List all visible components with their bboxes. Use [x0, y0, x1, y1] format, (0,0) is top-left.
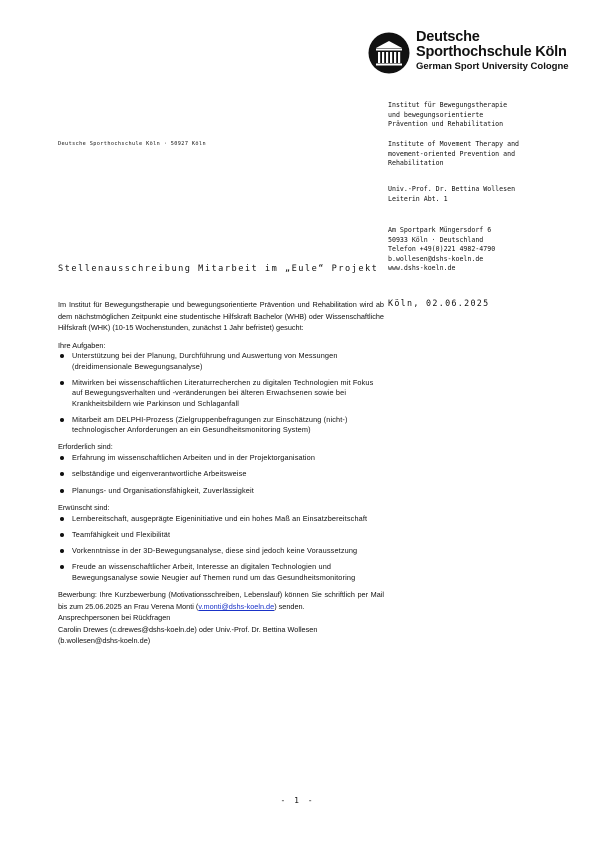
- university-emblem-icon: [368, 32, 410, 74]
- list-item: Freude an wissenschaftlicher Arbeit, Interesse an digitalen Technologien und Bewegungsanalyse sowie Neugier auf Themen rund um das Gesundheitsmonitoring: [58, 562, 384, 583]
- address-block: Am Sportpark Müngersdorf 6 50933 Köln · Deutschland Telefon +49(0)221 4982-4790 b.wollesen@dshs-koeln.de www.dshs-koeln.de: [388, 226, 588, 274]
- contacts-line-1: Carolin Drewes (c.drewes@dshs-koeln.de) oder Univ.-Prof. Dr. Bettina Wollesen: [58, 624, 318, 634]
- list-item: Teamfähigkeit und Flexibilität: [58, 530, 384, 540]
- address-email[interactable]: b.wollesen@dshs-koeln.de: [388, 254, 484, 263]
- list-item: Vorkenntnisse in der 3D-Bewegungsanalyse, diese sind jedoch keine Voraussetzung: [58, 546, 384, 556]
- list-item: selbständige und eigenverantwortliche Arbeitsweise: [58, 469, 384, 479]
- application-email-link[interactable]: v.monti@dshs-koeln.de: [198, 601, 275, 611]
- address-website[interactable]: www.dshs-koeln.de: [388, 264, 456, 273]
- contacts-heading: Ansprechpersonen bei Rückfragen: [58, 613, 171, 623]
- letter-subject: Stellenausschreibung Mitarbeit im „Eule“ Projekt: [58, 264, 379, 274]
- list-item: Erfahrung im wissenschaftlichen Arbeiten und in der Projektorganisation: [58, 453, 384, 463]
- application-paragraph: Bewerbung: Ihre Kurzbewerbung (Motivationsschreiben, Lebenslauf) können Sie schriftlich per Mail bis zum 25.06.2025 an Frau Verena Monti (v.monti@dshs-koeln.de) senden.: [58, 590, 384, 611]
- list-item: Mitwirken bei wissenschaftlichen Literaturrecherchen zu digitalen Technologien mit Fokus auf Bewegungsverhalten und -veränderungen bei älteren Erwachsenen sowie bei Krankheitsbildern wie Parkinson und Schlaganfall: [58, 378, 384, 409]
- list-item: Lernbereitschaft, ausgeprägte Eigeninitiative und ein hohes Maß an Einsatzbereitschaft: [58, 514, 384, 524]
- intro-paragraph: Im Institut für Bewegungstherapie und bewegungsorientierte Prävention und Rehabilitation wird ab dem nächstmöglichen Zeitpunkt eine studentische Hilfskraft Bachelor (WHB) oder Wissenschaftliche Hilfskraft (WHK) (10-15 Wochenstunden, zunächst 1 Jahr befristet) gesucht:: [58, 300, 384, 333]
- desired-list: [58, 514, 384, 583]
- page-number: - 1 -: [280, 796, 315, 805]
- university-logo-text: [416, 30, 569, 72]
- tasks-list: [58, 351, 384, 435]
- logo-line-2: Sporthochschule Köln: [416, 44, 567, 61]
- letter-body: [58, 299, 384, 647]
- logo-line-1: Deutsche: [416, 29, 480, 45]
- list-item: Planungs- und Organisationsfähigkeit, Zuverlässigkeit: [58, 486, 384, 496]
- contacts-line-2: (b.wollesen@dshs-koeln.de): [58, 636, 151, 646]
- list-item: Unterstützung bei der Planung, Durchführung und Auswertung von Messungen (dreidimensionale Bewegungsanalyse): [58, 351, 384, 372]
- institute-name-en: Institute of Movement Therapy and movement-oriented Prevention and Rehabilitation: [388, 140, 520, 168]
- institute-name-de: Institut für Bewegungstherapie und bewegungsorientierte Prävention und Rehabilitation: [388, 101, 508, 129]
- required-list: [58, 453, 384, 496]
- tasks-heading: Ihre Aufgaben:: [58, 340, 106, 350]
- logo-line-3: German Sport University Cologne: [416, 61, 569, 73]
- letter-date: Köln, 02.06.2025: [388, 298, 490, 308]
- sender-line: Deutsche Sporthochschule Köln · 50927 Köln: [58, 141, 206, 147]
- desired-heading: Erwünscht sind:: [58, 502, 110, 512]
- contact-person: Univ.-Prof. Dr. Bettina Wollesen Leiterin Abt. 1: [388, 185, 516, 203]
- required-heading: Erforderlich sind:: [58, 442, 113, 452]
- list-item: Mitarbeit am DELPHI-Prozess (Zielgruppenbefragungen zur Einschätzung (nicht-) technologischer Anforderungen an ein Gesundheitsmonitoring System): [58, 415, 384, 436]
